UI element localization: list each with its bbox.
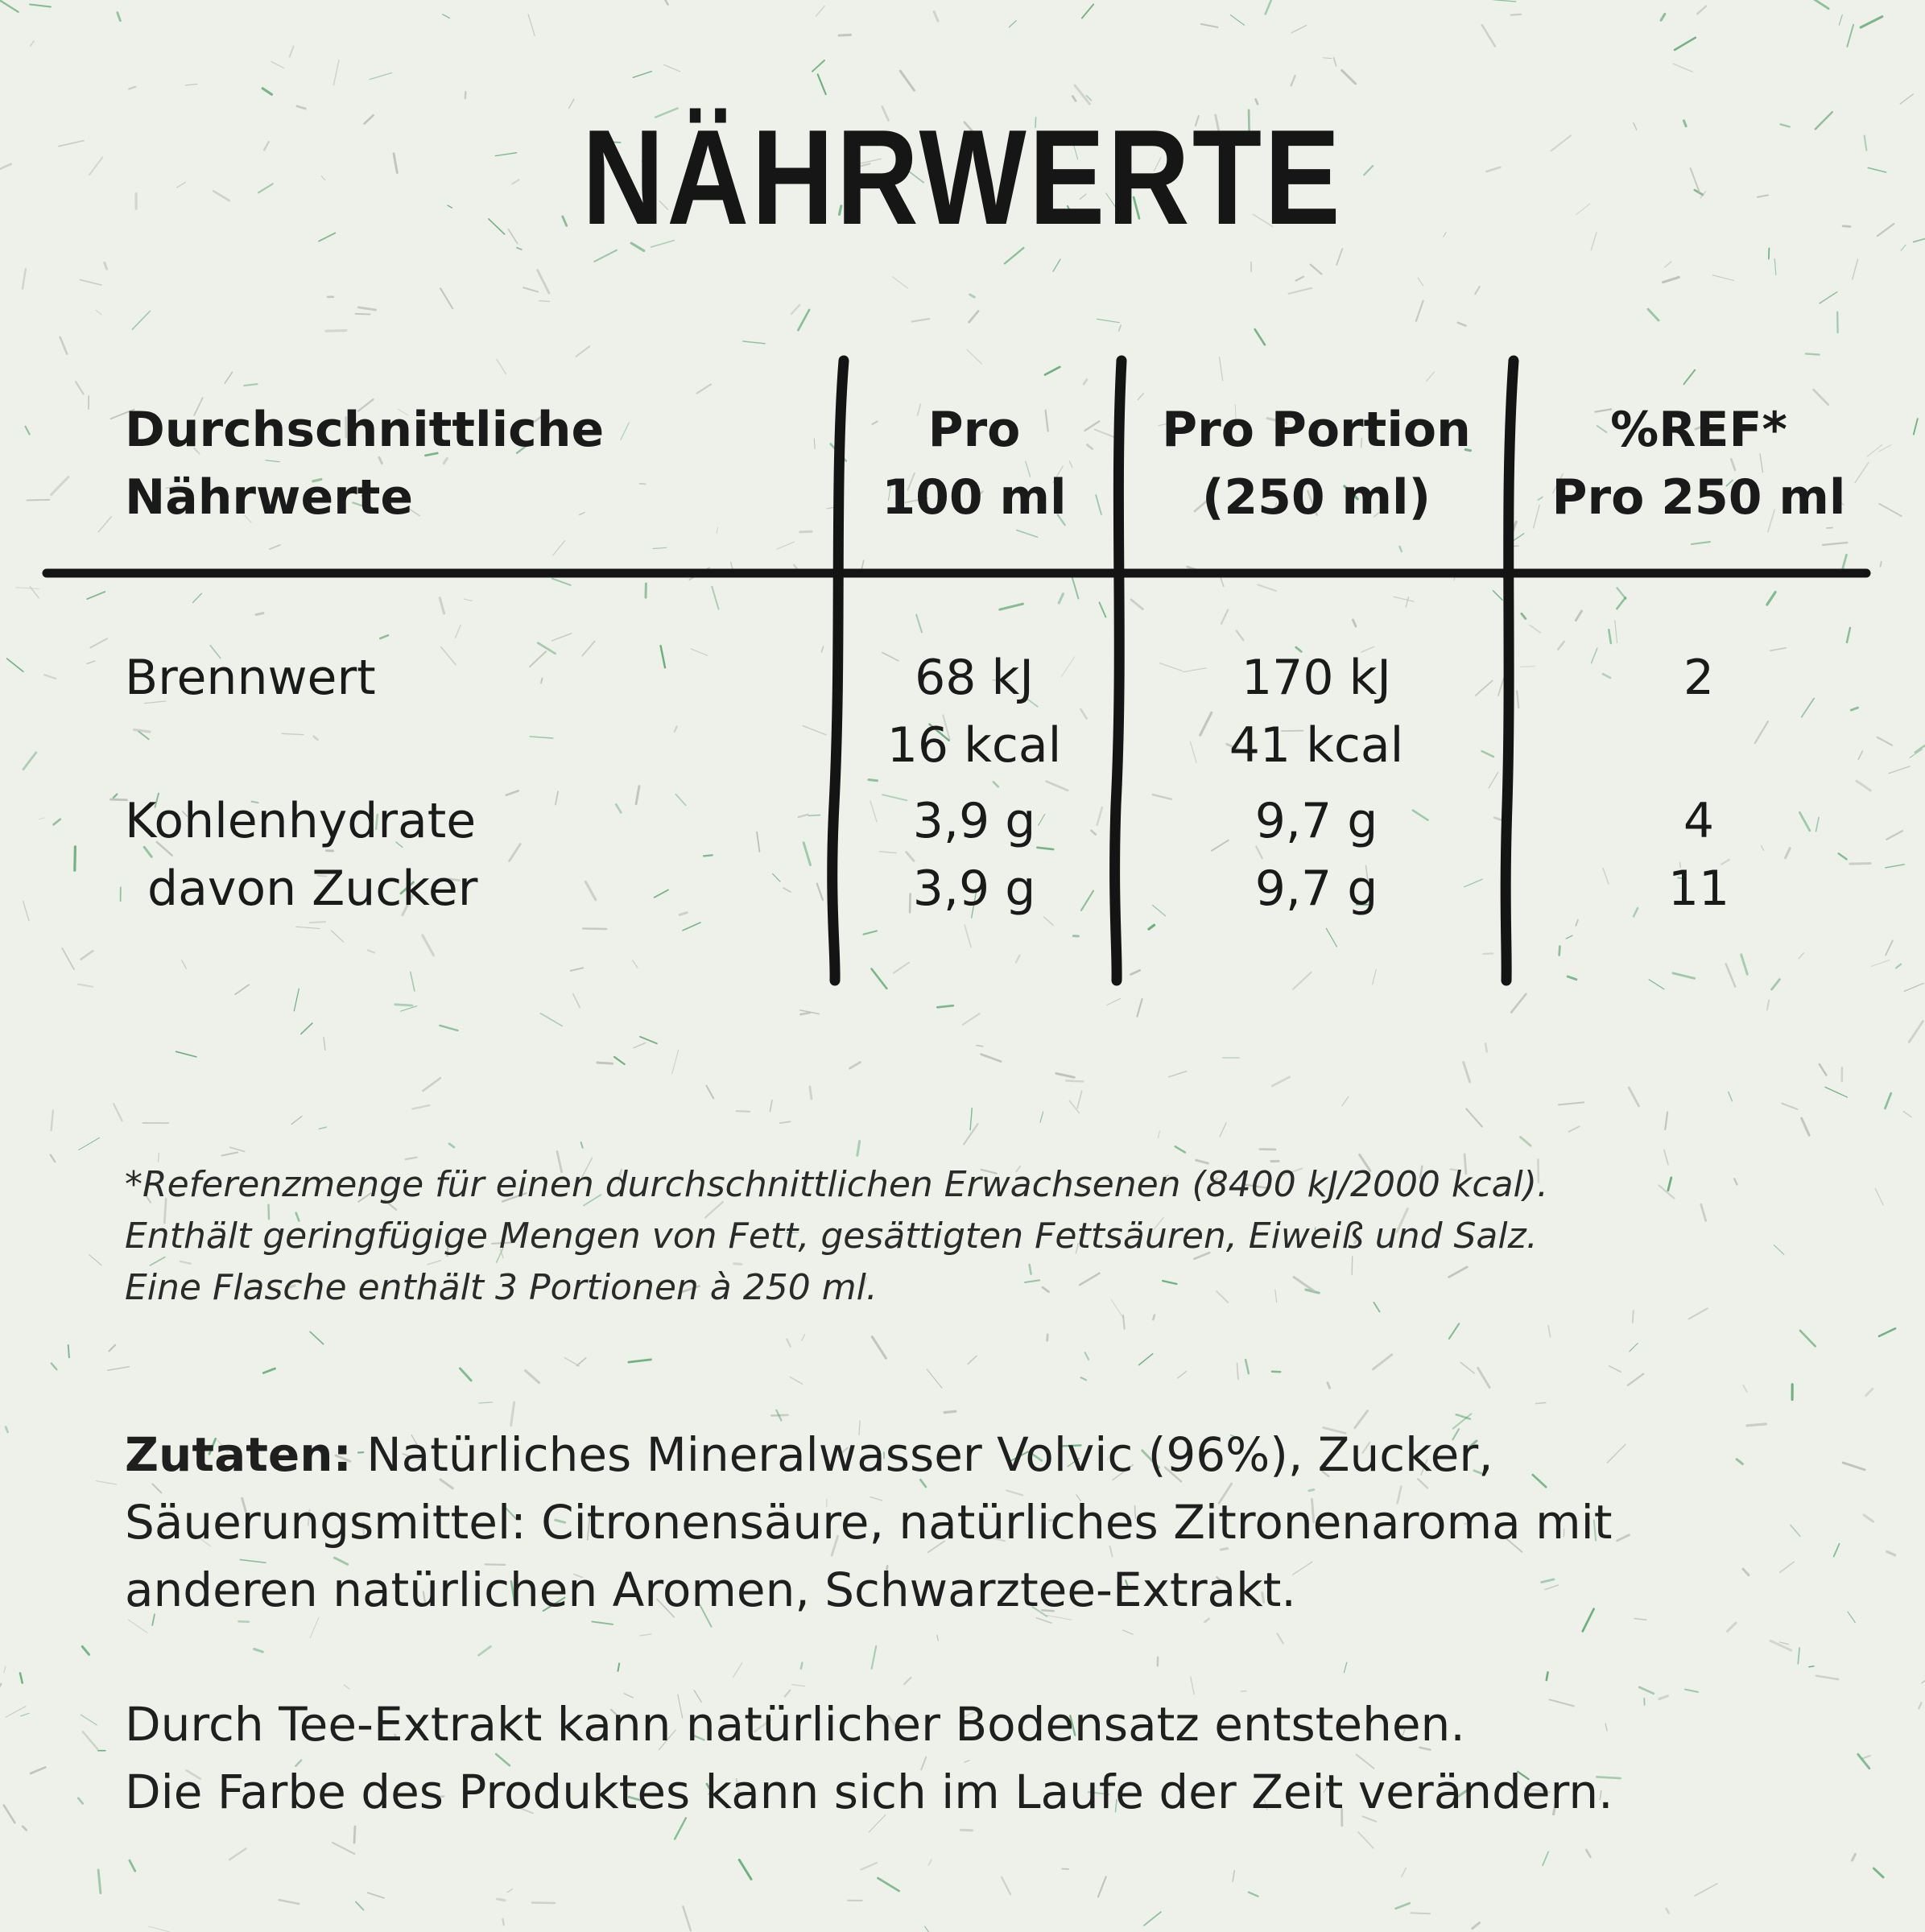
row-carbs-per100: 3,9 g (912, 793, 1036, 849)
header-nutrients (125, 396, 849, 531)
row-energy-per100 (853, 644, 1095, 779)
header-nutrients-line2: Nährwerte (125, 469, 414, 526)
energy-per100-kcal: 16 kcal (886, 717, 1062, 774)
row-carbs-ref: 4 (1683, 793, 1715, 849)
header-per-portion (1131, 396, 1502, 531)
header-per-portion-line1: Pro Portion (1162, 402, 1471, 458)
energy-portion-kcal: 41 kcal (1229, 717, 1404, 774)
ingredients-line-1 (125, 1421, 1832, 1488)
row-sugar-portion: 9,7 g (1254, 861, 1378, 917)
energy-portion-kj: 170 kJ (1241, 650, 1392, 706)
column-divider-line-2 (1115, 361, 1122, 980)
note-line-1: Durch Tee-Extrakt kann natürlicher Bodensatz entstehen. (125, 1697, 1465, 1752)
row-carbs-label: Kohlenhydrate (125, 793, 477, 849)
header-ref-intake-line1: %REF* (1610, 402, 1787, 458)
row-sugar-per100: 3,9 g (912, 861, 1036, 917)
header-per-100ml-line1: Pro (927, 402, 1021, 458)
header-ref-intake-line2: Pro 250 ml (1551, 469, 1846, 526)
row-energy-ref: 2 (1683, 650, 1715, 706)
ingredients-block (125, 1421, 1832, 1624)
ingredients-label: Zutaten: (125, 1427, 352, 1482)
footnote-line-3: Eine Flasche enthält 3 Portionen à 250 ml. (125, 1267, 878, 1308)
header-nutrients-line1: Durchschnittliche (125, 402, 605, 458)
footnote-line-1: *Referenzmenge für einen durchschnittlichen Erwachsenen (8400 kJ/2000 kcal). (125, 1164, 1548, 1205)
ingredients-text-1: Natürliches Mineralwasser Volvic (96%), Zucker, (351, 1427, 1493, 1482)
header-per-100ml (853, 396, 1095, 531)
header-per-portion-line2: (250 ml) (1201, 469, 1431, 526)
note-line-2: Die Farbe des Produktes kann sich im Laufe der Zeit verändern. (125, 1765, 1613, 1819)
energy-per100-kj: 68 kJ (915, 650, 1034, 706)
header-divider-line (47, 573, 1866, 575)
row-energy-label: Brennwert (125, 650, 376, 706)
product-notes (125, 1690, 1896, 1826)
page-title: NÄHRWERTE (582, 101, 1343, 253)
footnote-line-2: Enthält geringfügige Mengen von Fett, gesättigten Fettsäuren, Eiweiß und Salz. (125, 1216, 1538, 1257)
row-sugar-label: davon Zucker (147, 861, 478, 917)
ingredients-line-3: anderen natürlichen Aromen, Schwarztee-Extrakt. (125, 1563, 1296, 1617)
row-energy-portion (1131, 644, 1502, 779)
row-sugar-ref: 11 (1667, 861, 1730, 917)
column-divider-line-3 (1506, 361, 1514, 980)
header-per-100ml-line2: 100 ml (882, 469, 1067, 526)
header-ref-intake (1522, 396, 1876, 531)
ingredients-line-2: Säuerungsmittel: Citronensäure, natürliches Zitronenaroma mit (125, 1495, 1613, 1550)
reference-footnote (125, 1159, 1816, 1314)
row-carbs-portion: 9,7 g (1254, 793, 1378, 849)
